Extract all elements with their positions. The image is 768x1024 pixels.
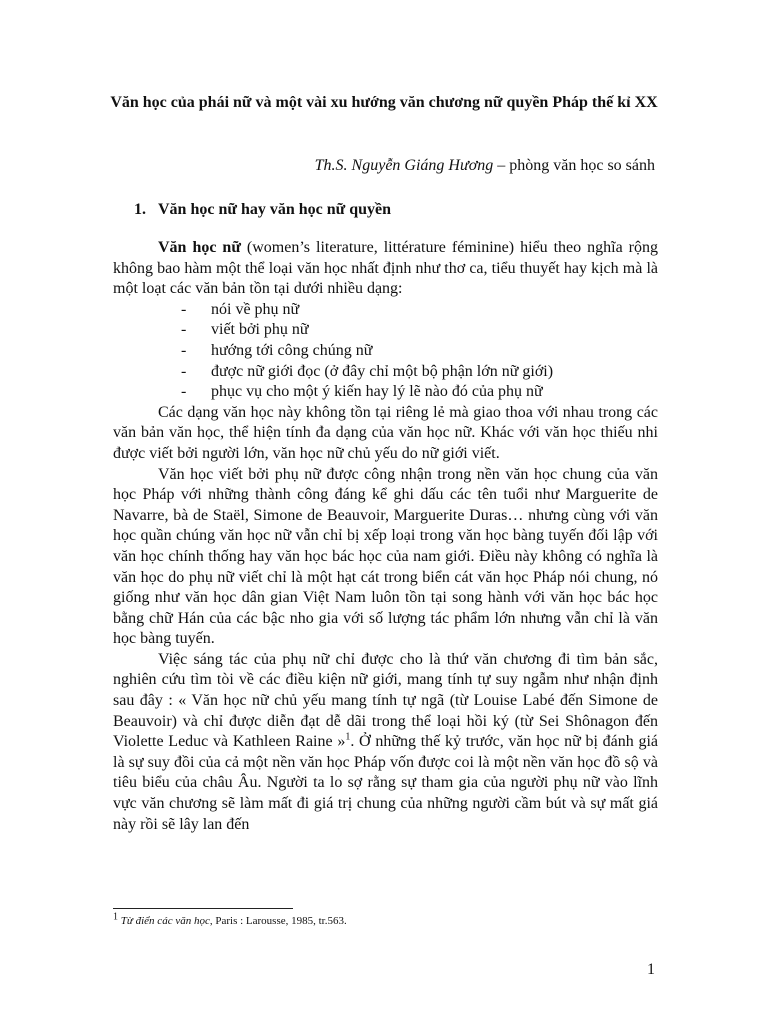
footnote-text: , Paris : Larousse, 1985, tr.563. xyxy=(209,915,347,927)
footnote-title: Từ điển các văn học xyxy=(120,915,210,927)
list-item-text: nói về phụ nữ xyxy=(211,300,300,318)
list-item-text: viết bởi phụ nữ xyxy=(211,321,309,339)
footnote xyxy=(113,911,347,928)
list-item: - phục vụ cho một ý kiến hay lý lẽ nào đó của phụ nữ xyxy=(181,383,543,401)
list-item-text: được nữ giới đọc (ở đây chỉ một bộ phận lớn nữ giới) xyxy=(211,362,554,380)
section-number: 1. xyxy=(134,201,146,218)
document-title: Văn học của phái nữ và một vài xu hướng văn chương nữ quyền Pháp thế kỉ XX xyxy=(110,94,658,111)
list-item-text: phục vụ cho một ý kiến hay lý lẽ nào đó của phụ nữ xyxy=(211,383,543,401)
paragraph-4-text-b: . Ở những thế kỷ trước, văn học nữ bị đánh giá là sự suy đồi của cả một nền văn học Pháp vốn được coi là một nền văn học đồ sộ và tiêu biểu của châu Âu. Người ta lo sợ rằng sự tham gia của người phụ nữ vào lĩnh vực văn chương sẽ làm mất đi giá trị chung của những người cầm bút và sự mất giá này rồi sẽ lây lan đến xyxy=(113,733,658,833)
paragraph-1 xyxy=(113,238,658,300)
section-heading xyxy=(134,200,391,220)
list-item-text: hướng tới công chúng nữ xyxy=(211,341,373,359)
author-line xyxy=(120,156,655,176)
author-name: Th.S. Nguyễn Giáng Hương xyxy=(314,157,494,174)
author-affiliation: – phòng văn học so sánh xyxy=(493,157,655,174)
page-number: 1 xyxy=(647,961,655,978)
paragraph-1-text: (women’s literature, littérature féminine) hiểu theo nghĩa rộng không bao hàm một thể loại văn học nhất định như thơ ca, tiểu thuyết hay kịch mà là một loạt các văn bản tồn tại dưới nhiều dạng: xyxy=(113,239,658,298)
paragraph-4 xyxy=(113,650,658,835)
footnote-ref[interactable]: 1 xyxy=(345,731,351,743)
list-item: - viết bởi phụ nữ xyxy=(181,321,309,339)
paragraph-2: Các dạng văn học này không tồn tại riêng lẻ mà giao thoa với nhau trong các văn bản văn học, thể hiện tính đa dạng của văn học nữ. Khác với văn học thiếu nhi được viết bởi người lớn, văn học nữ chủ yếu do nữ giới viết. xyxy=(113,403,658,462)
paragraph-4-text-a: Việc sáng tác của phụ nữ chỉ được cho là thứ văn chương đi tìm bản sắc, nghiên cứu tìm tòi về các điều kiện nữ giới, mang tính tự suy ngẫm như nhận định sau đây : « Văn học nữ chủ yếu mang tính tự ngã (từ Louise Labé đến Simone de Beauvoir) và chỉ được diễn đạt dễ dãi trong thể loại hồi ký (từ Sei Shônagon đến Violette Leduc và Kathleen Raine » xyxy=(113,650,658,751)
list-item: - được nữ giới đọc (ở đây chỉ một bộ phận lớn nữ giới) xyxy=(181,362,554,380)
section-title: Văn học nữ hay văn học nữ quyền xyxy=(158,201,392,218)
term-bold: Văn học nữ xyxy=(158,239,241,256)
body-text xyxy=(113,238,658,835)
dash-list xyxy=(113,300,658,403)
footnote-number: 1 xyxy=(113,911,118,923)
footnote-divider xyxy=(113,908,293,909)
list-item: - nói về phụ nữ xyxy=(181,300,300,318)
list-item: - hướng tới công chúng nữ xyxy=(181,341,373,359)
paragraph-3: Văn học viết bởi phụ nữ được công nhận trong nền văn học chung của văn học Pháp với những thành công đáng kể ghi dấu các tên tuổi như Marguerite de Navarre, bà de Staël, Simone de Beauvoir, Marguerite Duras… nhưng cùng với văn học quần chúng văn học nữ vẫn chỉ bị xếp loại trong văn học bàng tuyến đối lập với văn học chính thống hay văn học bác học của nam giới. Điều này không có nghĩa là văn học do phụ nữ viết chỉ là một hạt cát trong biển cát văn học Pháp nói chung, nó giống như văn học dân gian Việt Nam luôn tồn tại song hành với văn học bác học bằng chữ Hán của các bậc nho gia với số lượng tác phẩm lớn nhưng vẫn chỉ là văn học bàng tuyến. xyxy=(113,465,658,648)
